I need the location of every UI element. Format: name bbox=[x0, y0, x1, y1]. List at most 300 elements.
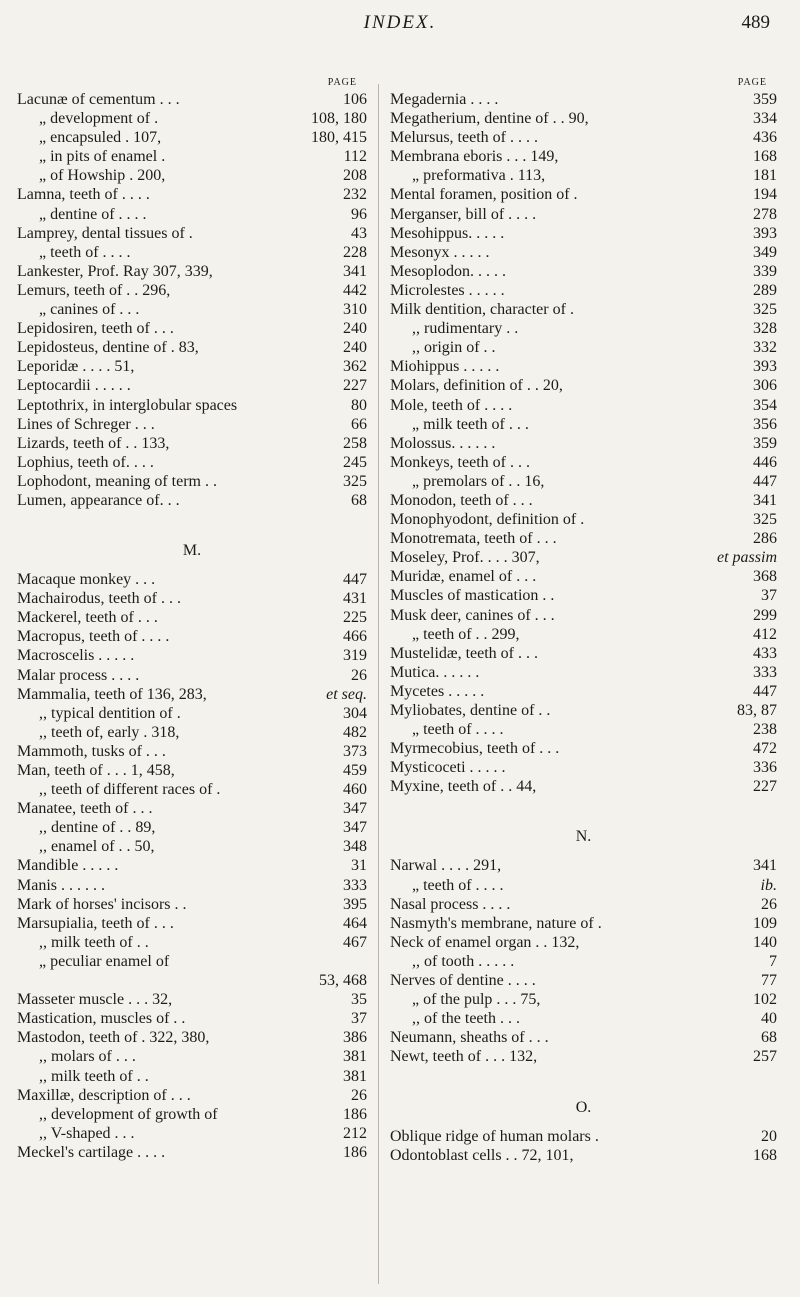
entry-term: Malar process . . . . bbox=[17, 666, 140, 684]
index-entry bbox=[17, 990, 367, 1009]
entry-term: „ teeth of . . . . bbox=[39, 243, 131, 261]
entry-pages: 386 bbox=[339, 1028, 367, 1047]
entry-term: Lumen, appearance of. . . bbox=[17, 491, 180, 509]
index-entry bbox=[390, 625, 777, 644]
entry-term: Leptothrix, in interglobular spaces bbox=[17, 396, 238, 414]
entry-term: Microlestes . . . . . bbox=[390, 281, 505, 299]
index-entry bbox=[390, 856, 777, 875]
entry-pages: 412 bbox=[749, 625, 777, 644]
entry-term: ,, V-shaped . . . bbox=[39, 1124, 135, 1142]
entry-pages: 325 bbox=[339, 472, 367, 491]
entry-pages: 381 bbox=[339, 1067, 367, 1086]
entry-pages: 446 bbox=[749, 453, 777, 472]
entry-term: Megatherium, dentine of . . 90, bbox=[390, 110, 589, 128]
index-entry bbox=[390, 914, 777, 933]
index-entry bbox=[390, 281, 777, 300]
entry-pages: 299 bbox=[749, 606, 777, 625]
entry-pages: 168 bbox=[749, 147, 777, 166]
index-entry bbox=[390, 147, 777, 166]
index-entry bbox=[390, 415, 777, 434]
entry-pages: 433 bbox=[749, 644, 777, 663]
index-entry bbox=[17, 434, 367, 453]
entry-term: Muridæ, enamel of . . . bbox=[390, 568, 537, 586]
index-entry bbox=[17, 1047, 367, 1066]
entry-term: Narwal . . . . 291, bbox=[390, 857, 502, 875]
entry-term: Oblique ridge of human molars . bbox=[390, 1127, 599, 1145]
index-entry bbox=[17, 895, 367, 914]
entry-term: „ teeth of . . . . bbox=[412, 876, 504, 894]
index-entry bbox=[17, 243, 367, 262]
entry-term: Mesohippus. . . . . bbox=[390, 224, 505, 242]
index-entry bbox=[17, 376, 367, 395]
entry-term: ,, of tooth . . . . . bbox=[412, 952, 515, 970]
index-entry bbox=[17, 646, 367, 665]
entry-term: Milk dentition, character of . bbox=[390, 301, 574, 319]
index-entry bbox=[390, 376, 777, 395]
entry-term: „ canines of . . . bbox=[39, 301, 140, 319]
entry-term: „ teeth of . . . . bbox=[412, 721, 504, 739]
index-entry bbox=[390, 243, 777, 262]
page-number: 489 bbox=[741, 12, 770, 33]
entry-pages: 436 bbox=[749, 128, 777, 147]
entry-term: Mesoplodon. . . . . bbox=[390, 262, 506, 280]
entry-pages: 278 bbox=[749, 205, 777, 224]
entry-pages: 31 bbox=[347, 856, 367, 875]
index-entry bbox=[390, 644, 777, 663]
index-entry bbox=[17, 224, 367, 243]
entry-term: Newt, teeth of . . . 132, bbox=[390, 1048, 538, 1066]
entry-pages: 310 bbox=[339, 300, 367, 319]
entry-term: Mesonyx . . . . . bbox=[390, 243, 490, 261]
entry-pages: 37 bbox=[757, 586, 777, 605]
entry-pages: 341 bbox=[339, 262, 367, 281]
entry-term: Muscles of mastication . . bbox=[390, 587, 555, 605]
entry-term: Mastication, muscles of . . bbox=[17, 1010, 186, 1028]
entry-pages: 304 bbox=[339, 704, 367, 723]
entry-term: „ development of . bbox=[39, 110, 159, 128]
index-entry bbox=[390, 205, 777, 224]
entry-pages: 333 bbox=[339, 876, 367, 895]
entry-term: Moseley, Prof. . . . 307, bbox=[390, 549, 540, 567]
running-title: INDEX. bbox=[363, 12, 437, 33]
entry-term: Manis . . . . . . bbox=[17, 876, 105, 894]
entry-pages: 240 bbox=[339, 338, 367, 357]
entry-term: Nasmyth's membrane, nature of . bbox=[390, 914, 602, 932]
entry-term: Mammoth, tusks of . . . bbox=[17, 742, 166, 760]
entry-pages: 96 bbox=[347, 205, 367, 224]
entry-term: Lepidosiren, teeth of . . . bbox=[17, 320, 174, 338]
index-entry bbox=[17, 1124, 367, 1143]
entry-pages: 257 bbox=[749, 1047, 777, 1066]
entry-pages: 68 bbox=[347, 491, 367, 510]
index-entry bbox=[17, 723, 367, 742]
index-entry bbox=[17, 205, 367, 224]
index-entry bbox=[390, 1146, 777, 1165]
index-entry bbox=[17, 262, 367, 281]
entry-pages: 339 bbox=[749, 262, 777, 281]
index-entry bbox=[390, 434, 777, 453]
index-entry bbox=[390, 682, 777, 701]
entry-term: Lophodont, meaning of term . . bbox=[17, 472, 217, 490]
entry-term: Lankester, Prof. Ray 307, 339, bbox=[17, 262, 213, 280]
entry-pages: 460 bbox=[339, 780, 367, 799]
entry-term: Melursus, teeth of . . . . bbox=[390, 129, 538, 147]
entry-pages: ib. bbox=[757, 876, 777, 895]
entry-pages: 102 bbox=[749, 990, 777, 1009]
entry-pages: 347 bbox=[339, 799, 367, 818]
entry-pages: 348 bbox=[339, 837, 367, 856]
entry-term: ,, teeth of, early . 318, bbox=[39, 723, 180, 741]
entry-pages: 334 bbox=[749, 109, 777, 128]
entry-pages: et passim bbox=[713, 548, 777, 567]
entry-term: Mental foramen, position of . bbox=[390, 186, 578, 204]
entry-term: Mammalia, teeth of 136, 283, bbox=[17, 685, 207, 703]
entry-pages: 447 bbox=[749, 472, 777, 491]
entry-pages: 180, 415 bbox=[307, 128, 367, 147]
entry-term: Lemurs, teeth of . . 296, bbox=[17, 281, 171, 299]
entry-pages: 333 bbox=[749, 663, 777, 682]
index-entry bbox=[17, 415, 367, 434]
index-entry bbox=[17, 453, 367, 472]
entry-term: ,, enamel of . . 50, bbox=[39, 838, 155, 856]
index-entry bbox=[390, 1009, 777, 1028]
entry-pages: 66 bbox=[347, 415, 367, 434]
index-entry bbox=[17, 704, 367, 723]
entry-term: ,, of the teeth . . . bbox=[412, 1010, 520, 1028]
index-entry bbox=[17, 300, 367, 319]
entry-term: Monotremata, teeth of . . . bbox=[390, 530, 557, 548]
entry-pages: 53, 468 bbox=[315, 971, 367, 990]
entry-pages: 26 bbox=[347, 666, 367, 685]
entry-term: Membrana eboris . . . 149, bbox=[390, 148, 559, 166]
index-column-right bbox=[390, 76, 777, 1165]
index-entry bbox=[390, 952, 777, 971]
index-entry bbox=[390, 166, 777, 185]
entry-pages: 212 bbox=[339, 1124, 367, 1143]
entry-term: Molars, definition of . . 20, bbox=[390, 377, 563, 395]
entry-term: ,, development of growth of bbox=[39, 1105, 218, 1123]
entry-term: Manatee, teeth of . . . bbox=[17, 800, 153, 818]
entry-pages: 332 bbox=[749, 338, 777, 357]
entry-pages: 356 bbox=[749, 415, 777, 434]
section-letter: M. bbox=[182, 542, 202, 560]
entry-pages: 286 bbox=[749, 529, 777, 548]
entry-pages: 459 bbox=[339, 761, 367, 780]
entry-pages: 245 bbox=[339, 453, 367, 472]
entry-pages: 35 bbox=[347, 990, 367, 1009]
index-entry bbox=[390, 777, 777, 796]
entry-pages: 347 bbox=[339, 818, 367, 837]
entry-term: Macropus, teeth of . . . . bbox=[17, 628, 170, 646]
index-entry bbox=[390, 606, 777, 625]
index-entry bbox=[390, 491, 777, 510]
entry-term: Marsupialia, teeth of . . . bbox=[17, 914, 174, 932]
entry-pages: 140 bbox=[749, 933, 777, 952]
index-entry bbox=[390, 586, 777, 605]
entry-pages: 80 bbox=[347, 396, 367, 415]
entry-pages: 472 bbox=[749, 739, 777, 758]
entry-term: „ of the pulp . . . 75, bbox=[412, 991, 541, 1009]
index-entry bbox=[17, 319, 367, 338]
index-entry bbox=[390, 109, 777, 128]
index-entry bbox=[390, 990, 777, 1009]
entry-pages: 40 bbox=[757, 1009, 777, 1028]
index-entry bbox=[17, 589, 367, 608]
entry-term: Miohippus . . . . . bbox=[390, 358, 500, 376]
index-entry bbox=[390, 185, 777, 204]
entry-term: Machairodus, teeth of . . . bbox=[17, 590, 181, 608]
index-entry bbox=[390, 510, 777, 529]
index-entry bbox=[390, 396, 777, 415]
entry-pages: 341 bbox=[749, 856, 777, 875]
index-entry bbox=[390, 300, 777, 319]
entry-term: Myrmecobius, teeth of . . . bbox=[390, 740, 560, 758]
page-column-label: PAGE bbox=[327, 77, 357, 88]
entry-pages: 354 bbox=[749, 396, 777, 415]
entry-pages: 325 bbox=[749, 510, 777, 529]
index-entry bbox=[390, 933, 777, 952]
index-entry bbox=[17, 818, 367, 837]
section-letter: N. bbox=[575, 828, 592, 846]
index-entry bbox=[17, 952, 367, 971]
index-entry bbox=[17, 914, 367, 933]
entry-pages: 227 bbox=[339, 376, 367, 395]
entry-term: Lamprey, dental tissues of . bbox=[17, 224, 193, 242]
entry-term: Lepidosteus, dentine of . 83, bbox=[17, 339, 199, 357]
index-entry bbox=[390, 1028, 777, 1047]
index-entry bbox=[17, 685, 367, 704]
entry-term: Neck of enamel organ . . 132, bbox=[390, 933, 580, 951]
index-entry bbox=[390, 876, 777, 895]
entry-term: Mysticoceti . . . . . bbox=[390, 759, 506, 777]
index-entry bbox=[390, 758, 777, 777]
entry-pages: 319 bbox=[339, 646, 367, 665]
entry-pages: 37 bbox=[347, 1009, 367, 1028]
entry-term: ,, dentine of . . 89, bbox=[39, 819, 156, 837]
entry-term: Myxine, teeth of . . 44, bbox=[390, 778, 537, 796]
entry-term: Mutica. . . . . . bbox=[390, 663, 480, 681]
entry-term: Maxillæ, description of . . . bbox=[17, 1086, 191, 1104]
entry-pages: 68 bbox=[757, 1028, 777, 1047]
entry-term: Neumann, sheaths of . . . bbox=[390, 1029, 549, 1047]
entry-pages: 108, 180 bbox=[307, 109, 367, 128]
index-entry bbox=[17, 933, 367, 952]
entry-pages: 442 bbox=[339, 281, 367, 300]
entry-pages: 336 bbox=[749, 758, 777, 777]
index-entry bbox=[17, 742, 367, 761]
entry-term: ,, teeth of different races of . bbox=[39, 781, 221, 799]
entry-pages: 43 bbox=[347, 224, 367, 243]
index-entry bbox=[17, 608, 367, 627]
index-entry bbox=[390, 548, 777, 567]
entry-pages: 26 bbox=[757, 895, 777, 914]
entry-term: Mastodon, teeth of . 322, 380, bbox=[17, 1029, 210, 1047]
index-entry bbox=[17, 1086, 367, 1105]
entry-term: Myliobates, dentine of . . bbox=[390, 702, 551, 719]
index-entry bbox=[17, 90, 367, 109]
entry-pages: 112 bbox=[340, 147, 367, 166]
entry-pages: 228 bbox=[339, 243, 367, 262]
entry-pages: 393 bbox=[749, 357, 777, 376]
index-entry bbox=[17, 971, 367, 990]
index-entry bbox=[390, 739, 777, 758]
index-entry bbox=[17, 472, 367, 491]
entry-term: ,, molars of . . . bbox=[39, 1048, 136, 1066]
entry-term: „ milk teeth of . . . bbox=[412, 415, 529, 433]
index-entry bbox=[17, 396, 367, 415]
index-entry bbox=[17, 799, 367, 818]
entry-term: ,, origin of . . bbox=[412, 339, 496, 357]
entry-pages: 181 bbox=[749, 166, 777, 185]
entry-pages: 381 bbox=[339, 1047, 367, 1066]
index-entry bbox=[17, 109, 367, 128]
entry-term: Molossus. . . . . . bbox=[390, 434, 496, 452]
entry-pages: 359 bbox=[749, 90, 777, 109]
entry-term: „ of Howship . 200, bbox=[39, 167, 166, 185]
entry-pages: 289 bbox=[749, 281, 777, 300]
index-entry bbox=[390, 567, 777, 586]
entry-term: Nasal process . . . . bbox=[390, 895, 511, 913]
index-entry bbox=[390, 128, 777, 147]
index-entry bbox=[17, 666, 367, 685]
entry-pages: 106 bbox=[339, 90, 367, 109]
entry-term: Nerves of dentine . . . . bbox=[390, 972, 536, 990]
entry-term: „ in pits of enamel . bbox=[39, 148, 166, 166]
entry-pages: 26 bbox=[347, 1086, 367, 1105]
page-header bbox=[0, 0, 800, 40]
index-entry bbox=[17, 570, 367, 589]
index-entry bbox=[17, 1009, 367, 1028]
entry-term: Leporidæ . . . . 51, bbox=[17, 358, 135, 376]
entry-term: ,, milk teeth of . . bbox=[39, 933, 149, 951]
entry-pages: 393 bbox=[749, 224, 777, 243]
entry-pages: 238 bbox=[749, 720, 777, 739]
index-entry bbox=[390, 971, 777, 990]
entry-pages: 194 bbox=[749, 185, 777, 204]
index-entry bbox=[390, 1047, 777, 1066]
entry-pages: 225 bbox=[339, 608, 367, 627]
entry-term: Mycetes . . . . . bbox=[390, 682, 485, 700]
entry-term: Macaque monkey . . . bbox=[17, 571, 156, 589]
index-entry bbox=[17, 128, 367, 147]
index-entry bbox=[390, 472, 777, 491]
entry-pages: 373 bbox=[339, 742, 367, 761]
entry-pages: 395 bbox=[339, 895, 367, 914]
entry-term: Odontoblast cells . . 72, 101, bbox=[390, 1146, 574, 1164]
entry-pages: 306 bbox=[749, 376, 777, 395]
section-letter: O. bbox=[575, 1098, 592, 1116]
index-entry bbox=[390, 895, 777, 914]
index-entry bbox=[390, 357, 777, 376]
entry-term: Masseter muscle . . . 32, bbox=[17, 991, 173, 1009]
entry-pages: 77 bbox=[757, 971, 777, 990]
index-entry bbox=[390, 453, 777, 472]
index-entry bbox=[17, 147, 367, 166]
entry-pages: 227 bbox=[749, 777, 777, 796]
index-entry bbox=[17, 166, 367, 185]
entry-term: Macroscelis . . . . . bbox=[17, 647, 135, 665]
index-entry bbox=[390, 720, 777, 739]
entry-pages: 328 bbox=[749, 319, 777, 338]
column-divider bbox=[378, 84, 379, 1284]
index-entry bbox=[17, 185, 367, 204]
entry-term: Mustelidæ, teeth of . . . bbox=[390, 644, 538, 662]
entry-term: Musk deer, canines of . . . bbox=[390, 606, 555, 624]
index-entry bbox=[17, 491, 367, 510]
index-entry bbox=[17, 856, 367, 875]
entry-term: ,, typical dentition of . bbox=[39, 704, 181, 722]
index-entry bbox=[17, 1067, 367, 1086]
entry-pages: 325 bbox=[749, 300, 777, 319]
index-entry bbox=[390, 338, 777, 357]
entry-pages: 467 bbox=[339, 933, 367, 952]
index-entry bbox=[17, 837, 367, 856]
index-entry bbox=[17, 627, 367, 646]
entry-pages: 466 bbox=[339, 627, 367, 646]
index-entry bbox=[17, 338, 367, 357]
entry-pages: 168 bbox=[749, 1146, 777, 1165]
index-entry bbox=[390, 224, 777, 243]
entry-term: ,, rudimentary . . bbox=[412, 320, 519, 338]
index-entry bbox=[390, 529, 777, 548]
entry-term: „ preformativa . 113, bbox=[412, 167, 546, 185]
entry-term: Merganser, bill of . . . . bbox=[390, 205, 537, 223]
entry-term: Lines of Schreger . . . bbox=[17, 415, 155, 433]
entry-pages: 447 bbox=[749, 682, 777, 701]
entry-term: Leptocardii . . . . . bbox=[17, 377, 131, 395]
index-entry bbox=[390, 90, 777, 109]
entry-pages: 258 bbox=[339, 434, 367, 453]
entry-term: Mole, teeth of . . . . bbox=[390, 396, 513, 414]
entry-pages: 83, 87 bbox=[733, 701, 777, 720]
index-entry bbox=[17, 1028, 367, 1047]
entry-term: Mackerel, teeth of . . . bbox=[17, 609, 158, 627]
entry-pages: 368 bbox=[749, 567, 777, 586]
entry-term: Mandible . . . . . bbox=[17, 857, 119, 875]
entry-pages: 240 bbox=[339, 319, 367, 338]
entry-term: „ peculiar enamel of bbox=[39, 952, 170, 970]
entry-pages: 359 bbox=[749, 434, 777, 453]
entry-pages: 7 bbox=[765, 952, 777, 971]
entry-pages: 341 bbox=[749, 491, 777, 510]
entry-term: „ premolars of . . 16, bbox=[412, 472, 545, 490]
entry-pages: 186 bbox=[339, 1143, 367, 1162]
section-gap bbox=[390, 1067, 777, 1089]
index-entry bbox=[390, 663, 777, 682]
entry-term: Lamna, teeth of . . . . bbox=[17, 186, 150, 204]
entry-term: Man, teeth of . . . 1, 458, bbox=[17, 762, 175, 779]
index-entry bbox=[17, 780, 367, 799]
entry-term: Monodon, teeth of . . . bbox=[390, 491, 533, 509]
entry-pages: 349 bbox=[749, 243, 777, 262]
index-entry bbox=[390, 319, 777, 338]
index-entry bbox=[390, 1127, 777, 1146]
entry-pages: 109 bbox=[749, 914, 777, 933]
page-column-label: PAGE bbox=[737, 77, 767, 88]
entry-term: ,, milk teeth of . . bbox=[39, 1067, 149, 1085]
index-entry bbox=[17, 761, 367, 780]
entry-term: Mark of horses' incisors . . bbox=[17, 895, 187, 913]
entry-pages: 232 bbox=[339, 185, 367, 204]
index-entry bbox=[17, 876, 367, 895]
section-gap bbox=[390, 796, 777, 818]
entry-term: Monophyodont, definition of . bbox=[390, 511, 585, 529]
index-entry bbox=[17, 357, 367, 376]
entry-term: Lophius, teeth of. . . . bbox=[17, 453, 154, 471]
entry-term: Monkeys, teeth of . . . bbox=[390, 453, 530, 471]
entry-term: Meckel's cartilage . . . . bbox=[17, 1143, 166, 1161]
entry-term: „ dentine of . . . . bbox=[39, 205, 147, 223]
